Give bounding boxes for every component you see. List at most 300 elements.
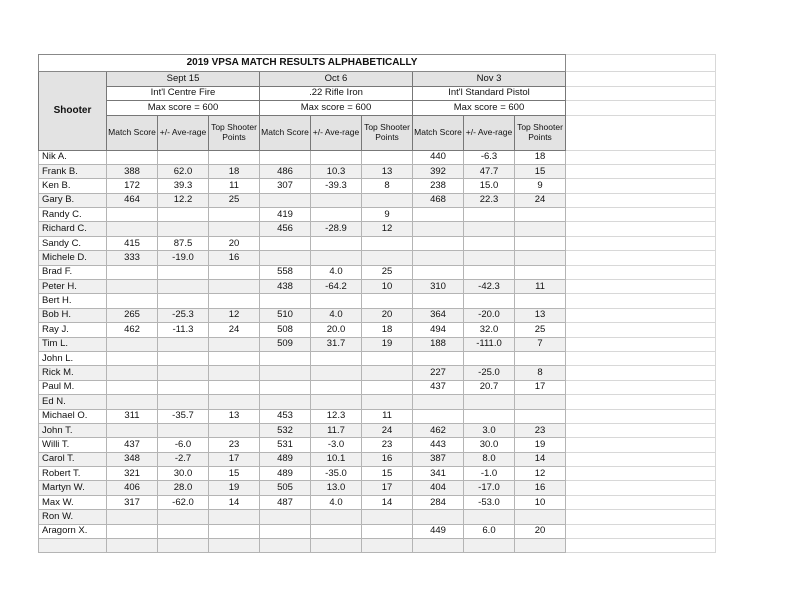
- average-cell: [158, 222, 209, 236]
- match-score-cell: 505: [260, 481, 311, 495]
- table-row: [39, 323, 716, 337]
- average-cell: 28.0: [158, 481, 209, 495]
- top-shooter-points-cell: 24: [362, 423, 413, 437]
- top-shooter-points-cell: [515, 265, 566, 279]
- match-score-cell: 531: [260, 438, 311, 452]
- top-shooter-points-cell: 18: [515, 150, 566, 164]
- top-shooter-points-cell: 25: [209, 193, 260, 207]
- top-shooter-points-cell: 8: [362, 179, 413, 193]
- spare-cell: [566, 179, 716, 193]
- shooter-name-cell: Willi T.: [39, 438, 107, 452]
- shooter-name-cell: Frank B.: [39, 164, 107, 178]
- top-shooter-points-cell: 7: [515, 337, 566, 351]
- match-score-cell: 443: [413, 438, 464, 452]
- top-shooter-points-cell: [209, 524, 260, 538]
- match-score-cell: [413, 208, 464, 222]
- match-3-date: Nov 3: [413, 72, 566, 87]
- match-score-cell: [107, 351, 158, 365]
- spare-cell: [566, 236, 716, 250]
- average-cell: -35.7: [158, 409, 209, 423]
- spare-cell: [566, 481, 716, 495]
- top-shooter-points-cell: 18: [362, 323, 413, 337]
- blank-cell: [515, 539, 566, 553]
- match-score-cell: 341: [413, 467, 464, 481]
- top-shooter-points-cell: 20: [515, 524, 566, 538]
- match-score-cell: 406: [107, 481, 158, 495]
- top-shooter-points-cell: 25: [515, 323, 566, 337]
- match-score-cell: [107, 280, 158, 294]
- average-cell: [311, 208, 362, 222]
- top-shooter-points-cell: [209, 351, 260, 365]
- average-cell: [464, 510, 515, 524]
- match-score-cell: [413, 294, 464, 308]
- top-shooter-points-cell: 20: [362, 308, 413, 322]
- top-shooter-points-cell: [209, 380, 260, 394]
- top-shooter-points-cell: 19: [209, 481, 260, 495]
- average-cell: 4.0: [311, 265, 362, 279]
- match-score-cell: 419: [260, 208, 311, 222]
- average-cell: 32.0: [464, 323, 515, 337]
- average-cell: [311, 395, 362, 409]
- average-cell: [311, 366, 362, 380]
- match-score-cell: 311: [107, 409, 158, 423]
- top-shooter-points-cell: 23: [362, 438, 413, 452]
- top-shooter-points-cell: 13: [362, 164, 413, 178]
- table-row: [39, 193, 716, 207]
- average-cell: [311, 150, 362, 164]
- top-shooter-points-cell: [515, 208, 566, 222]
- average-cell: [464, 236, 515, 250]
- shooter-name-cell: Randy C.: [39, 208, 107, 222]
- top-shooter-points-cell: [362, 510, 413, 524]
- spare-cell: [566, 222, 716, 236]
- shooter-name-cell: Brad F.: [39, 265, 107, 279]
- shooter-name-cell: Aragorn X.: [39, 524, 107, 538]
- blank-cell: [39, 539, 107, 553]
- top-shooter-points-cell: 23: [209, 438, 260, 452]
- top-shooter-points-cell: 14: [515, 452, 566, 466]
- average-header: +/- Ave-rage: [158, 115, 209, 150]
- match-score-cell: 437: [413, 380, 464, 394]
- average-cell: 87.5: [158, 236, 209, 250]
- top-shooter-points-cell: 15: [209, 467, 260, 481]
- top-shooter-points-cell: [362, 150, 413, 164]
- average-cell: [311, 380, 362, 394]
- match-score-cell: [107, 380, 158, 394]
- average-cell: [158, 150, 209, 164]
- average-cell: [158, 524, 209, 538]
- average-cell: -25.0: [464, 366, 515, 380]
- blank-cell: [464, 539, 515, 553]
- spare-cell: [566, 337, 716, 351]
- shooter-name-cell: Rick M.: [39, 366, 107, 380]
- top-shooter-points-cell: 17: [362, 481, 413, 495]
- table-row: [39, 481, 716, 495]
- average-cell: [158, 510, 209, 524]
- shooter-name-cell: Bert H.: [39, 294, 107, 308]
- top-shooter-points-cell: [209, 150, 260, 164]
- average-cell: 39.3: [158, 179, 209, 193]
- match-score-cell: 508: [260, 323, 311, 337]
- top-shooter-points-cell: 23: [515, 423, 566, 437]
- spare-cell: [566, 395, 716, 409]
- match-score-cell: [260, 380, 311, 394]
- spare-cell: [566, 193, 716, 207]
- match-1-max: Max score = 600: [107, 101, 260, 116]
- match-score-cell: [107, 222, 158, 236]
- shooter-name-cell: Sandy C.: [39, 236, 107, 250]
- top-shooter-points-header: Top Shooter Points: [209, 115, 260, 150]
- top-shooter-points-cell: 11: [209, 179, 260, 193]
- match-score-cell: [260, 366, 311, 380]
- match-score-cell: [260, 395, 311, 409]
- average-header: +/- Ave-rage: [464, 115, 515, 150]
- shooter-name-cell: Michael O.: [39, 409, 107, 423]
- top-shooter-points-cell: [209, 366, 260, 380]
- match-score-cell: 364: [413, 308, 464, 322]
- top-shooter-points-cell: 10: [362, 280, 413, 294]
- shooter-name-cell: Max W.: [39, 495, 107, 509]
- average-cell: 4.0: [311, 308, 362, 322]
- top-shooter-points-cell: 24: [209, 323, 260, 337]
- top-shooter-points-cell: [362, 193, 413, 207]
- top-shooter-points-cell: 8: [515, 366, 566, 380]
- average-cell: [158, 337, 209, 351]
- match-score-cell: 489: [260, 467, 311, 481]
- match-score-cell: [260, 351, 311, 365]
- average-cell: [158, 366, 209, 380]
- table-row: [39, 294, 716, 308]
- spare-cell: [566, 164, 716, 178]
- match-score-cell: [260, 193, 311, 207]
- average-cell: 4.0: [311, 495, 362, 509]
- average-cell: 13.0: [311, 481, 362, 495]
- spare-cell: [566, 510, 716, 524]
- spare-cell: [566, 524, 716, 538]
- spare-cell: [566, 150, 716, 164]
- match-score-cell: 307: [260, 179, 311, 193]
- average-cell: -3.0: [311, 438, 362, 452]
- match-score-cell: 188: [413, 337, 464, 351]
- match-score-cell: 456: [260, 222, 311, 236]
- match-3-max: Max score = 600: [413, 101, 566, 116]
- top-shooter-points-cell: 16: [362, 452, 413, 466]
- top-shooter-points-cell: [209, 294, 260, 308]
- match-score-cell: [413, 510, 464, 524]
- match-score-cell: [413, 265, 464, 279]
- top-shooter-points-header: Top Shooter Points: [362, 115, 413, 150]
- blank-cell: [209, 539, 260, 553]
- average-cell: 62.0: [158, 164, 209, 178]
- results-table: [38, 54, 716, 553]
- average-cell: 20.0: [311, 323, 362, 337]
- shooter-name-cell: Paul M.: [39, 380, 107, 394]
- top-shooter-points-cell: 12: [209, 308, 260, 322]
- match-score-cell: [413, 395, 464, 409]
- table-row: [39, 452, 716, 466]
- spare-cell: [566, 351, 716, 365]
- match-score-cell: [107, 294, 158, 308]
- average-cell: [158, 265, 209, 279]
- average-cell: 11.7: [311, 423, 362, 437]
- average-cell: [464, 395, 515, 409]
- top-shooter-points-header: Top Shooter Points: [515, 115, 566, 150]
- match-score-cell: 238: [413, 179, 464, 193]
- average-cell: -28.9: [311, 222, 362, 236]
- blank-row: [39, 539, 716, 553]
- average-cell: [158, 423, 209, 437]
- average-cell: [464, 208, 515, 222]
- shooter-name-cell: Robert T.: [39, 467, 107, 481]
- blank-cell: [107, 539, 158, 553]
- match-score-cell: 284: [413, 495, 464, 509]
- top-shooter-points-cell: 25: [362, 265, 413, 279]
- shooter-name-cell: Carol T.: [39, 452, 107, 466]
- average-cell: [311, 251, 362, 265]
- match-score-cell: [107, 208, 158, 222]
- spare-cell: [566, 495, 716, 509]
- match-score-cell: 321: [107, 467, 158, 481]
- average-cell: 8.0: [464, 452, 515, 466]
- average-cell: -25.3: [158, 308, 209, 322]
- average-cell: [311, 510, 362, 524]
- top-shooter-points-cell: 19: [515, 438, 566, 452]
- match-score-cell: 348: [107, 452, 158, 466]
- match-score-cell: 449: [413, 524, 464, 538]
- top-shooter-points-cell: [362, 236, 413, 250]
- match-score-cell: [260, 150, 311, 164]
- top-shooter-points-cell: 13: [209, 409, 260, 423]
- match-1-date: Sept 15: [107, 72, 260, 87]
- top-shooter-points-cell: [515, 222, 566, 236]
- match-score-cell: [107, 395, 158, 409]
- spare-cell: [566, 55, 716, 72]
- blank-cell: [260, 539, 311, 553]
- shooter-name-cell: Martyn W.: [39, 481, 107, 495]
- spare-cell: [566, 409, 716, 423]
- top-shooter-points-cell: [209, 280, 260, 294]
- match-score-cell: 509: [260, 337, 311, 351]
- top-shooter-points-cell: [362, 251, 413, 265]
- match-score-cell: [107, 510, 158, 524]
- spare-cell: [566, 72, 716, 87]
- top-shooter-points-cell: 11: [362, 409, 413, 423]
- average-cell: [464, 294, 515, 308]
- match-score-cell: 437: [107, 438, 158, 452]
- average-cell: 12.2: [158, 193, 209, 207]
- table-row: [39, 495, 716, 509]
- match-score-cell: [413, 236, 464, 250]
- match-score-cell: 489: [260, 452, 311, 466]
- blank-cell: [362, 539, 413, 553]
- match-score-cell: [413, 251, 464, 265]
- shooter-name-cell: Michele D.: [39, 251, 107, 265]
- spare-cell: [566, 294, 716, 308]
- average-cell: [158, 294, 209, 308]
- match-score-cell: [413, 351, 464, 365]
- average-cell: [464, 351, 515, 365]
- average-cell: [464, 222, 515, 236]
- spare-cell: [566, 265, 716, 279]
- match-score-cell: [260, 236, 311, 250]
- shooter-name-cell: Ken B.: [39, 179, 107, 193]
- average-cell: 3.0: [464, 423, 515, 437]
- average-cell: 15.0: [464, 179, 515, 193]
- top-shooter-points-cell: 13: [515, 308, 566, 322]
- shooter-name-cell: Nik A.: [39, 150, 107, 164]
- match-2-date: Oct 6: [260, 72, 413, 87]
- match-score-cell: 558: [260, 265, 311, 279]
- match-score-cell: 172: [107, 179, 158, 193]
- results-sheet: [38, 54, 716, 553]
- average-cell: -6.3: [464, 150, 515, 164]
- average-cell: -62.0: [158, 495, 209, 509]
- average-cell: -53.0: [464, 495, 515, 509]
- results-body: [39, 150, 716, 553]
- top-shooter-points-cell: [209, 265, 260, 279]
- match-score-cell: 494: [413, 323, 464, 337]
- average-header: +/- Ave-rage: [311, 115, 362, 150]
- match-score-cell: [260, 294, 311, 308]
- blank-cell: [311, 539, 362, 553]
- top-shooter-points-cell: 16: [515, 481, 566, 495]
- top-shooter-points-cell: [209, 208, 260, 222]
- top-shooter-points-cell: [362, 294, 413, 308]
- match-score-cell: 404: [413, 481, 464, 495]
- table-row: [39, 222, 716, 236]
- table-row: [39, 280, 716, 294]
- match-score-cell: [107, 150, 158, 164]
- blank-cell: [413, 539, 464, 553]
- average-cell: 10.1: [311, 452, 362, 466]
- match-score-cell: 333: [107, 251, 158, 265]
- spare-cell: [566, 115, 716, 150]
- top-shooter-points-cell: [362, 351, 413, 365]
- shooter-name-cell: Gary B.: [39, 193, 107, 207]
- top-shooter-points-cell: 11: [515, 280, 566, 294]
- average-cell: 31.7: [311, 337, 362, 351]
- average-cell: [158, 280, 209, 294]
- table-row: [39, 337, 716, 351]
- average-cell: -64.2: [311, 280, 362, 294]
- spare-cell: [566, 101, 716, 116]
- match-score-cell: [260, 251, 311, 265]
- top-shooter-points-cell: 9: [362, 208, 413, 222]
- spare-cell: [566, 452, 716, 466]
- top-shooter-points-cell: [362, 524, 413, 538]
- match-score-cell: 227: [413, 366, 464, 380]
- table-row: [39, 179, 716, 193]
- table-row: [39, 366, 716, 380]
- average-cell: 12.3: [311, 409, 362, 423]
- average-cell: 20.7: [464, 380, 515, 394]
- match-score-cell: 438: [260, 280, 311, 294]
- average-cell: [158, 380, 209, 394]
- match-score-cell: 392: [413, 164, 464, 178]
- average-cell: -39.3: [311, 179, 362, 193]
- match-score-cell: [107, 366, 158, 380]
- shooter-name-cell: Bob H.: [39, 308, 107, 322]
- top-shooter-points-cell: 16: [209, 251, 260, 265]
- table-row: [39, 395, 716, 409]
- match-score-cell: 487: [260, 495, 311, 509]
- table-row: [39, 308, 716, 322]
- top-shooter-points-cell: 17: [515, 380, 566, 394]
- top-shooter-points-cell: [209, 423, 260, 437]
- match-1-event: Int'l Centre Fire: [107, 86, 260, 101]
- top-shooter-points-cell: [515, 251, 566, 265]
- spare-cell: [566, 438, 716, 452]
- top-shooter-points-cell: 19: [362, 337, 413, 351]
- spare-cell: [566, 280, 716, 294]
- spare-cell: [566, 366, 716, 380]
- match-2-max: Max score = 600: [260, 101, 413, 116]
- top-shooter-points-cell: [515, 294, 566, 308]
- average-cell: -20.0: [464, 308, 515, 322]
- average-cell: 47.7: [464, 164, 515, 178]
- top-shooter-points-cell: [209, 395, 260, 409]
- blank-cell: [158, 539, 209, 553]
- average-cell: -42.3: [464, 280, 515, 294]
- average-cell: [311, 351, 362, 365]
- average-cell: -111.0: [464, 337, 515, 351]
- spare-cell: [566, 86, 716, 101]
- spare-cell: [566, 251, 716, 265]
- table-row: [39, 164, 716, 178]
- match-score-cell: 317: [107, 495, 158, 509]
- match-score-cell: 532: [260, 423, 311, 437]
- average-cell: [158, 395, 209, 409]
- average-cell: [311, 294, 362, 308]
- shooter-name-cell: John L.: [39, 351, 107, 365]
- match-score-cell: 453: [260, 409, 311, 423]
- shooter-name-cell: Ron W.: [39, 510, 107, 524]
- match-score-header: Match Score: [260, 115, 311, 150]
- top-shooter-points-cell: 15: [362, 467, 413, 481]
- average-cell: -19.0: [158, 251, 209, 265]
- match-score-cell: [107, 337, 158, 351]
- shooter-name-cell: Peter H.: [39, 280, 107, 294]
- match-score-cell: [107, 423, 158, 437]
- average-cell: 30.0: [158, 467, 209, 481]
- average-cell: -2.7: [158, 452, 209, 466]
- average-cell: [464, 409, 515, 423]
- match-2-event: .22 Rifle Iron: [260, 86, 413, 101]
- top-shooter-points-cell: 12: [362, 222, 413, 236]
- average-cell: [464, 265, 515, 279]
- average-cell: 22.3: [464, 193, 515, 207]
- match-score-cell: [107, 265, 158, 279]
- table-row: [39, 524, 716, 538]
- top-shooter-points-cell: 9: [515, 179, 566, 193]
- top-shooter-points-cell: 12: [515, 467, 566, 481]
- average-cell: 30.0: [464, 438, 515, 452]
- top-shooter-points-cell: [362, 366, 413, 380]
- spare-cell: [566, 467, 716, 481]
- match-score-cell: 486: [260, 164, 311, 178]
- table-row: [39, 438, 716, 452]
- table-row: [39, 423, 716, 437]
- shooter-name-cell: Ray J.: [39, 323, 107, 337]
- average-cell: 10.3: [311, 164, 362, 178]
- top-shooter-points-cell: [515, 510, 566, 524]
- match-score-cell: [413, 409, 464, 423]
- match-score-cell: [260, 510, 311, 524]
- top-shooter-points-cell: 10: [515, 495, 566, 509]
- top-shooter-points-cell: [515, 351, 566, 365]
- match-score-cell: 468: [413, 193, 464, 207]
- match-score-cell: [260, 524, 311, 538]
